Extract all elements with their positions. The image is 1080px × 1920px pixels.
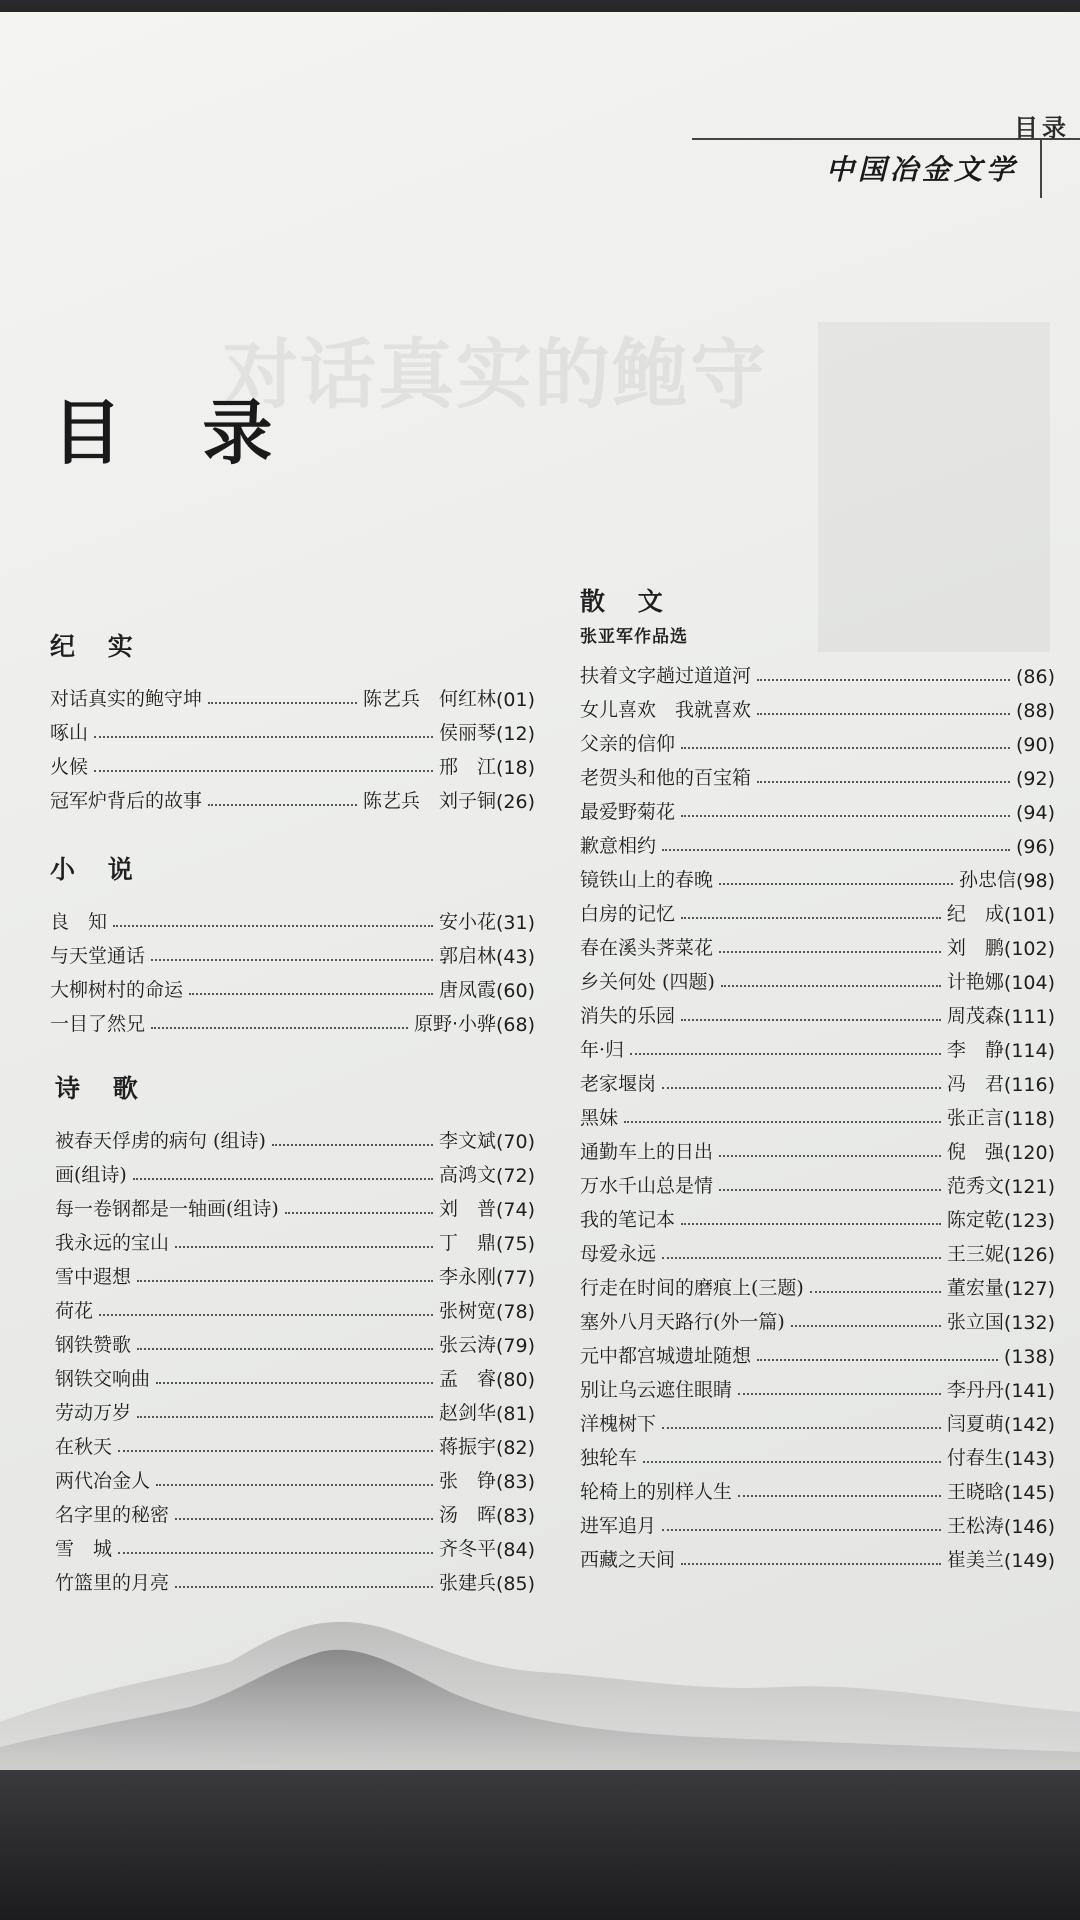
entry-page: (90) [1015, 734, 1055, 756]
entry-title: 元中都宫城遗址随想 [580, 1345, 752, 1367]
toc-entry [580, 1470, 1055, 1504]
toc-entry [580, 1164, 1055, 1198]
entry-page: (74) [495, 1199, 535, 1221]
toc-entry [50, 779, 535, 813]
entry-page: (102) [1003, 938, 1055, 960]
entry-page: (85) [495, 1573, 535, 1595]
entry-title: 行走在时间的磨痕上(三题) [580, 1277, 804, 1299]
dot-leader [272, 1144, 433, 1146]
entry-author: 崔美兰 [946, 1549, 1004, 1571]
toc-entry [55, 1527, 535, 1561]
header-section-label: 目录 [1014, 114, 1070, 142]
toc-entry [55, 1119, 535, 1153]
section-title: 诗 歌 [55, 1074, 150, 1103]
entry-page: (31) [495, 912, 535, 934]
entry-author: 冯 君 [946, 1073, 1004, 1095]
dot-leader [662, 1087, 941, 1089]
toc-entry [580, 994, 1055, 1028]
toc-entry [55, 1391, 535, 1425]
entry-author: 陈艺兵 刘子铜 [362, 790, 496, 812]
page-title: 目 录 [52, 391, 301, 474]
entry-author: 蒋振宇 [438, 1436, 496, 1458]
magazine-name: 中国冶金文学 [826, 153, 1019, 186]
toc-entry [55, 1153, 535, 1187]
dot-leader [791, 1325, 941, 1327]
entry-page: (80) [495, 1369, 535, 1391]
entry-title: 进军追月 [580, 1515, 657, 1537]
entry-title: 独轮车 [580, 1447, 638, 1469]
section-title: 纪 实 [50, 632, 145, 661]
entry-page: (118) [1003, 1108, 1055, 1130]
entry-title: 我的笔记本 [580, 1209, 676, 1231]
entry-author: 侯丽琴 [438, 722, 496, 744]
dot-leader [151, 1027, 408, 1029]
entry-title: 黑妹 [580, 1107, 619, 1129]
entry-title: 洋槐树下 [580, 1413, 657, 1435]
toc-entry [50, 900, 535, 934]
toc-entry [580, 1368, 1055, 1402]
dot-leader [156, 1382, 433, 1384]
entry-author: 计艳娜 [946, 971, 1004, 993]
entry-author: 汤 晖 [438, 1504, 496, 1526]
entry-title: 良 知 [50, 911, 108, 933]
dot-leader [94, 770, 433, 772]
entry-page: (70) [495, 1131, 535, 1153]
toc-entry [55, 1289, 535, 1323]
toc-entry [55, 1221, 535, 1255]
entry-title: 钢铁赞歌 [55, 1334, 132, 1356]
section-subtitle: 张亚军作品选 [580, 627, 688, 647]
dot-leader [757, 713, 1010, 715]
entry-title: 啄山 [50, 722, 89, 744]
entry-title: 在秋天 [55, 1436, 113, 1458]
entry-title: 乡关何处 (四题) [580, 971, 715, 993]
toc-entry [580, 654, 1055, 688]
entry-page: (114) [1003, 1040, 1055, 1062]
toc-entry [580, 722, 1055, 756]
mountain-ink-illustration [0, 1572, 1080, 1782]
entry-title: 春在溪头荠菜花 [580, 937, 714, 959]
entry-page: (43) [495, 946, 535, 968]
dot-leader [208, 702, 357, 704]
toc-entry [580, 1436, 1055, 1470]
entry-title: 对话真实的鲍守坤 [50, 688, 203, 710]
toc-entry [580, 1062, 1055, 1096]
dot-leader [721, 985, 941, 987]
entry-title: 雪 城 [55, 1538, 113, 1560]
toc-entry [580, 1504, 1055, 1538]
entry-page: (86) [1015, 666, 1055, 688]
entry-page: (111) [1003, 1006, 1055, 1028]
entry-page: (72) [495, 1165, 535, 1187]
entry-page: (142) [1003, 1414, 1055, 1436]
entry-page: (146) [1003, 1516, 1055, 1538]
entry-author: 陈定乾 [946, 1209, 1004, 1231]
entry-page: (120) [1003, 1142, 1055, 1164]
dot-leader [133, 1178, 433, 1180]
dot-leader [681, 1223, 941, 1225]
toc-entry [55, 1357, 535, 1391]
entry-title: 万水千山总是情 [580, 1175, 714, 1197]
entry-title: 最爱野菊花 [580, 801, 676, 823]
dot-leader [738, 1495, 941, 1497]
entry-author: 丁 鼎 [438, 1232, 496, 1254]
entry-title: 通勤车上的日出 [580, 1141, 714, 1163]
entry-title: 两代冶金人 [55, 1470, 151, 1492]
entry-page: (101) [1003, 904, 1055, 926]
entry-page: (104) [1003, 972, 1055, 994]
dot-leader [681, 1019, 941, 1021]
entry-page: (145) [1003, 1482, 1055, 1504]
section-title: 散 文 [580, 587, 675, 616]
toc-entry [580, 1266, 1055, 1300]
entry-page: (60) [495, 980, 535, 1002]
entry-title: 老贺头和他的百宝箱 [580, 767, 752, 789]
entry-page: (01) [495, 689, 535, 711]
entry-page: (96) [1015, 836, 1055, 858]
dot-leader [662, 1257, 941, 1259]
entry-author: 李永刚 [438, 1266, 496, 1288]
dot-leader [118, 1450, 433, 1452]
entry-author: 刘 普 [438, 1198, 496, 1220]
desk-background [0, 1770, 1080, 1920]
entry-author: 邢 江 [438, 756, 496, 778]
entry-title: 扶着文字趟过道道河 [580, 665, 752, 687]
entry-author: 付春生 [946, 1447, 1004, 1469]
dot-leader [175, 1518, 433, 1520]
dot-leader [719, 1155, 941, 1157]
watermark-text: 对话真实的鲍守 [222, 330, 768, 419]
entry-page: (116) [1003, 1074, 1055, 1096]
entry-page: (92) [1015, 768, 1055, 790]
entry-author: 孙忠信 [958, 869, 1016, 891]
entry-title: 被春天俘虏的病句 (组诗) [55, 1130, 266, 1152]
entry-author: 范秀文 [946, 1175, 1004, 1197]
entry-title: 大柳树村的命运 [50, 979, 184, 1001]
entry-page: (138) [1003, 1346, 1055, 1368]
entry-page: (81) [495, 1403, 535, 1425]
entry-page: (88) [1015, 700, 1055, 722]
entry-author: 周茂森 [946, 1005, 1004, 1027]
entry-author: 齐冬平 [438, 1538, 496, 1560]
dot-leader [630, 1053, 941, 1055]
dot-leader [137, 1416, 433, 1418]
section-sanwen [580, 582, 1055, 1572]
dot-leader [719, 1189, 941, 1191]
dot-leader [208, 804, 357, 806]
dot-leader [681, 747, 1010, 749]
entry-list [55, 1119, 535, 1595]
entry-title: 与天堂通话 [50, 945, 146, 967]
entry-author: 陈艺兵 何红林 [362, 688, 496, 710]
entry-page: (79) [495, 1335, 535, 1357]
entry-author: 倪 强 [946, 1141, 1004, 1163]
entry-author: 张正言 [946, 1107, 1004, 1129]
entry-title: 塞外八月天路行(外一篇) [580, 1311, 785, 1333]
toc-entry [580, 1402, 1055, 1436]
dot-leader [137, 1280, 433, 1282]
entry-page: (75) [495, 1233, 535, 1255]
entry-page: (12) [495, 723, 535, 745]
entry-page: (26) [495, 791, 535, 813]
entry-title: 我永远的宝山 [55, 1232, 170, 1254]
toc-entry [50, 711, 535, 745]
toc-entry [55, 1425, 535, 1459]
entry-title: 消失的乐园 [580, 1005, 676, 1027]
entry-page: (82) [495, 1437, 535, 1459]
toc-entry [580, 1130, 1055, 1164]
toc-entry [580, 688, 1055, 722]
toc-entry [55, 1459, 535, 1493]
entry-list [50, 677, 535, 813]
dot-leader [719, 951, 941, 953]
dot-leader [719, 883, 953, 885]
entry-list [50, 900, 535, 1036]
dot-leader [94, 736, 433, 738]
dot-leader [757, 1359, 998, 1361]
entry-title: 每一卷钢都是一轴画(组诗) [55, 1198, 279, 1220]
entry-author: 赵剑华 [438, 1402, 496, 1424]
entry-author: 张建兵 [438, 1572, 496, 1594]
entry-author: 张云涛 [438, 1334, 496, 1356]
entry-author: 刘 鹏 [946, 937, 1004, 959]
entry-title: 年·归 [580, 1039, 625, 1061]
toc-entry [580, 858, 1055, 892]
entry-title: 别让乌云遮住眼睛 [580, 1379, 733, 1401]
entry-page: (126) [1003, 1244, 1055, 1266]
entry-page: (83) [495, 1471, 535, 1493]
toc-entry [50, 1002, 535, 1036]
dot-leader [757, 679, 1010, 681]
toc-entry [580, 926, 1055, 960]
entry-title: 画(组诗) [55, 1164, 127, 1186]
toc-entry [580, 824, 1055, 858]
entry-title: 一目了然兄 [50, 1013, 146, 1035]
entry-author: 张树宽 [438, 1300, 496, 1322]
entry-title: 歉意相约 [580, 835, 657, 857]
entry-title: 母爱永远 [580, 1243, 657, 1265]
dot-leader [151, 959, 433, 961]
entry-author: 董宏量 [946, 1277, 1004, 1299]
toc-entry [50, 968, 535, 1002]
entry-page: (77) [495, 1267, 535, 1289]
entry-page: (121) [1003, 1176, 1055, 1198]
dot-leader [137, 1348, 433, 1350]
entry-page: (149) [1003, 1550, 1055, 1572]
toc-entry [55, 1493, 535, 1527]
dot-leader [681, 1563, 941, 1565]
entry-title: 劳动万岁 [55, 1402, 132, 1424]
section-title: 小 说 [50, 855, 145, 884]
entry-title: 雪中遐想 [55, 1266, 132, 1288]
entry-page: (94) [1015, 802, 1055, 824]
toc-entry [580, 892, 1055, 926]
dot-leader [175, 1246, 433, 1248]
entry-title: 女儿喜欢 我就喜欢 [580, 699, 752, 721]
entry-page: (78) [495, 1301, 535, 1323]
dot-leader [681, 815, 1010, 817]
entry-title: 钢铁交响曲 [55, 1368, 151, 1390]
entry-page: (18) [495, 757, 535, 779]
entry-author: 唐凤霞 [438, 979, 496, 1001]
dot-leader [285, 1212, 433, 1214]
entry-page: (127) [1003, 1278, 1055, 1300]
section-jishi [50, 627, 535, 813]
entry-author: 闫夏萌 [946, 1413, 1004, 1435]
entry-author: 原野·小骅 [413, 1013, 496, 1035]
entry-page: (83) [495, 1505, 535, 1527]
header-rule-vertical [1040, 138, 1042, 198]
toc-entry [50, 677, 535, 711]
entry-title: 名字里的秘密 [55, 1504, 170, 1526]
toc-entry [580, 756, 1055, 790]
entry-title: 轮椅上的别样人生 [580, 1481, 733, 1503]
toc-entry [580, 1096, 1055, 1130]
toc-entry [580, 960, 1055, 994]
entry-author: 李丹丹 [946, 1379, 1004, 1401]
entry-title: 冠军炉背后的故事 [50, 790, 203, 812]
entry-author: 安小花 [438, 911, 496, 933]
entry-author: 王晓晗 [946, 1481, 1004, 1503]
toc-page [0, 12, 1080, 1782]
entry-author: 李 静 [946, 1039, 1004, 1061]
dot-leader [113, 925, 433, 927]
toc-entry [580, 1538, 1055, 1572]
entry-author: 王松涛 [946, 1515, 1004, 1537]
dot-leader [643, 1461, 941, 1463]
entry-title: 老家堰岗 [580, 1073, 657, 1095]
entry-author: 高鸿文 [438, 1164, 496, 1186]
toc-entry [55, 1255, 535, 1289]
toc-entry [580, 790, 1055, 824]
entry-author: 张立国 [946, 1311, 1004, 1333]
dot-leader [662, 849, 1010, 851]
section-shige [55, 1069, 535, 1595]
entry-title: 西藏之天间 [580, 1549, 676, 1571]
dot-leader [189, 993, 433, 995]
entry-author: 纪 成 [946, 903, 1004, 925]
entry-page: (141) [1003, 1380, 1055, 1402]
entry-title: 白房的记忆 [580, 903, 676, 925]
entry-title: 竹篮里的月亮 [55, 1572, 170, 1594]
entry-page: (123) [1003, 1210, 1055, 1232]
entry-title: 父亲的信仰 [580, 733, 676, 755]
dot-leader [681, 917, 941, 919]
dot-leader [118, 1552, 433, 1554]
dot-leader [662, 1529, 941, 1531]
entry-page: (143) [1003, 1448, 1055, 1470]
entry-author: 王三妮 [946, 1243, 1004, 1265]
dot-leader [662, 1427, 941, 1429]
toc-entry [55, 1187, 535, 1221]
entry-author: 孟 睿 [438, 1368, 496, 1390]
entry-list [580, 654, 1055, 1572]
dot-leader [738, 1393, 941, 1395]
dot-leader [99, 1314, 433, 1316]
toc-entry [580, 1198, 1055, 1232]
toc-entry [580, 1300, 1055, 1334]
entry-author: 李文斌 [438, 1130, 496, 1152]
dot-leader [156, 1484, 433, 1486]
toc-entry [50, 934, 535, 968]
entry-page: (84) [495, 1539, 535, 1561]
toc-entry [50, 745, 535, 779]
entry-page: (132) [1003, 1312, 1055, 1334]
entry-author: 张 铮 [438, 1470, 496, 1492]
entry-page: (98) [1015, 870, 1055, 892]
toc-entry [580, 1028, 1055, 1062]
toc-entry [55, 1323, 535, 1357]
entry-title: 荷花 [55, 1300, 94, 1322]
dot-leader [810, 1291, 941, 1293]
dot-leader [624, 1121, 941, 1123]
entry-author: 郭启林 [438, 945, 496, 967]
entry-title: 镜铁山上的春晚 [580, 869, 714, 891]
section-xiaoshuo [50, 850, 535, 1036]
entry-page: (68) [495, 1014, 535, 1036]
dot-leader [757, 781, 1010, 783]
entry-title: 火候 [50, 756, 89, 778]
toc-entry [580, 1232, 1055, 1266]
toc-entry [580, 1334, 1055, 1368]
